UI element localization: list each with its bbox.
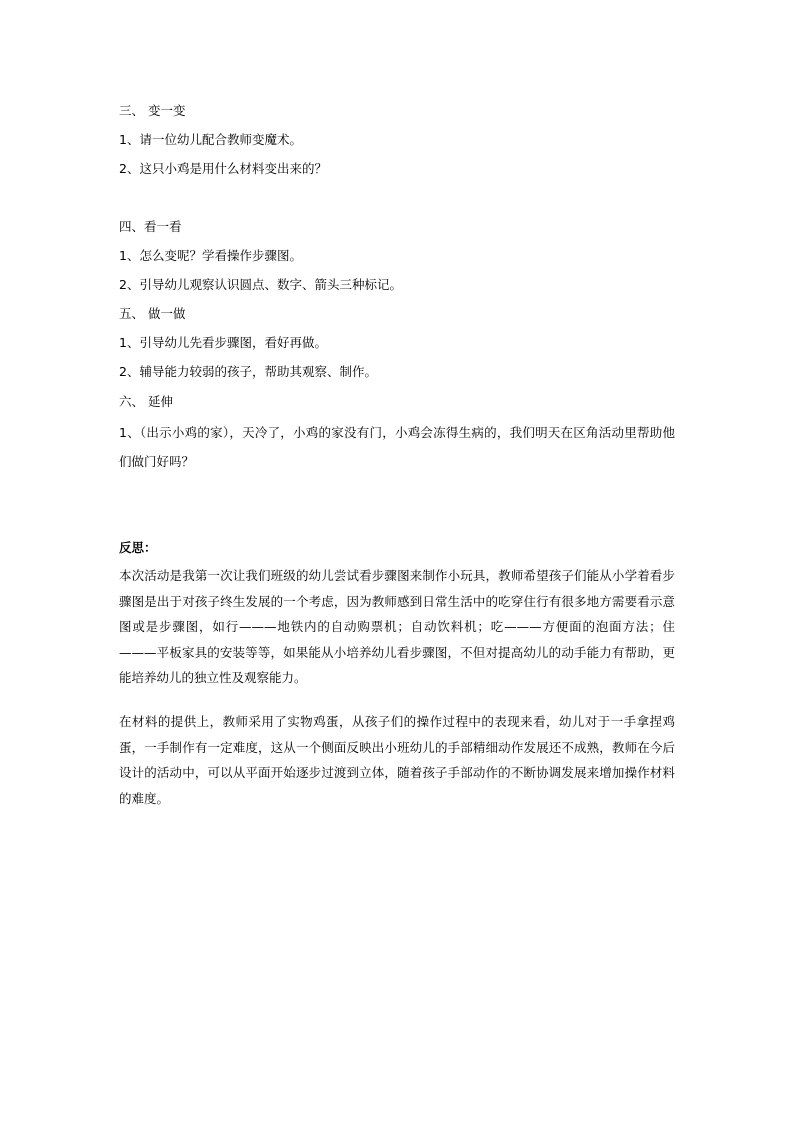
section-5-heading: 五、 做一做: [119, 306, 186, 321]
section-6-heading: 六、 延伸: [119, 394, 173, 409]
section-5-item-2: 2、辅导能力较弱的孩子，帮助其观察、制作。: [119, 364, 377, 379]
section-4-heading: 四、看一看: [119, 219, 182, 234]
section-3-item-2: 2、这只小鸡是用什么材料变出来的？: [119, 161, 327, 176]
section-3-heading: 三、 变一变: [119, 103, 186, 118]
section-3-item-1: 1、请一位幼儿配合教师变魔术。: [119, 132, 302, 147]
reflection-paragraph-1: 本次活动是我第一次让我们班级的幼儿尝试看步骤图来制作小玩具，教师希望孩子们能从小学着看步骤图是出于对孩子终生发展的一个考虑，因为教师感到日常生活中的吃穿住行有很多地方需要看示意图或是步骤图，如行———地铁内的自动购票机；自动饮料机；吃———方便面的泡面方法；住———平板家具的安装等等，如果能从小培养幼儿看步骤图，不但对提高幼儿的动手能力有帮助，更能培养幼儿的独立性及观察能力。: [119, 568, 675, 685]
section-4-item-2: 2、引导幼儿观察认识圆点、数字、箭头三种标记。: [119, 277, 402, 292]
section-5-item-1: 1、引导幼儿先看步骤图，看好再做。: [119, 335, 327, 350]
reflection-heading: 反思：: [119, 540, 157, 555]
section-4-item-1: 1、怎么变呢？学看操作步骤图。: [119, 248, 302, 263]
section-6-item-1: 1、（出示小鸡的家），天冷了，小鸡的家没有门，小鸡会冻得生病的，我们明天在区角活动里帮助他们做门好吗？: [119, 425, 675, 469]
reflection-paragraph-2: 在材料的提供上，教师采用了实物鸡蛋，从孩子们的操作过程中的表现来看，幼儿对于一手拿捏鸡蛋，一手制作有一定难度，这从一个侧面反映出小班幼儿的手部精细动作发展还不成熟，教师在今后设计的活动中，可以从平面开始逐步过渡到立体，随着孩子手部动作的不断协调发展来增加操作材料的难度。: [119, 714, 675, 806]
